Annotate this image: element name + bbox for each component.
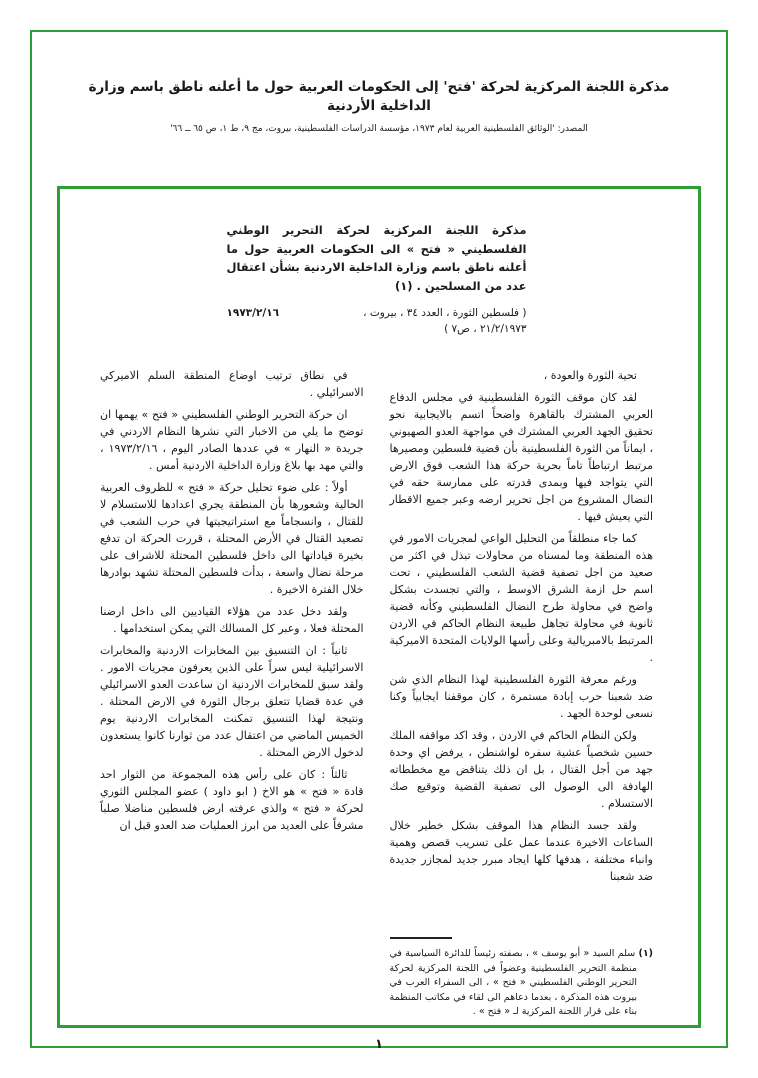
document-box <box>57 186 701 1028</box>
paragraph: ورغم معرفة الثورة الفلسطينية لهذا النظام الذي شن ضد شعبنا حرب إبادة مستمرة ، كان موقفنا ايجابياً وكنا نسعى لوحدة الجهد . <box>389 673 653 720</box>
footnote-rule <box>390 937 452 939</box>
page-title: مذكرة اللجنة المركزية لحركة 'فتح' إلى الحكومات العربية حول ما أعلنه ناطق باسم وزارة الداخلية الأردنية <box>88 79 670 114</box>
page-number: ١ <box>375 1037 383 1052</box>
page-border <box>30 30 728 1052</box>
paragraph: أولاً : على ضوء تحليل حركة « فتح » للظروف العربية الحالية وشعورها بأن المنطقة يجري اعدادها للاستسلام لا للقتال ، وانسجاماً مع استراتيجيتها في حرب الشعب في تصعيد القتال في الأرض المحتلة ، قررت الحركة ان تدفع بخيرة قياداتها الى داخل فلسطين المحتلة للاشراف على مرحلة نضال واسعة ، بدأت فلسطين المحتلة تشهد بوادرها خلال الفترة الاخيرة . <box>100 481 364 596</box>
paragraph: في نطاق ترتيب اوضاع المنطقة السلم الاميركي الاسرائيلي . <box>100 369 364 399</box>
publication-citation: ( فلسطين الثورة ، العدد ٣٤ ، بيروت ، ٢١/٢/١٩٧٣ ، ص٧ ) <box>363 307 527 335</box>
document-date: ١٩٧٣/٢/١٦ <box>226 307 280 319</box>
footnote <box>390 937 654 1020</box>
date-row <box>227 305 527 337</box>
footnote-body: سلم السيد « أبو يوسف » ، بصفته رئيساً للدائرة السياسية في منظمة التحرير الفلسطينية وعضواً في اللجنة المركزية لحركة التحرير الوطني الفلسطيني « فتح » ، الى السفراء العرب في بيروت هذه المذكرة ، بعدما دعاهم الى لقاء في مكاتب المنظمة بناء على قرار اللجنة المركزية لـ « فتح » . <box>389 948 637 1017</box>
body-columns <box>100 367 653 1020</box>
paragraph: ان حركة التحرير الوطني الفلسطيني « فتح » يهمها ان توضح ما يلي من الاخبار التي نشرها النظام الاردني في جريدة « النهار » في عددها الصادر اليوم ، ١٩٧٣/٢/١٦ ، والتي مهد بها بلاغ وزارة الداخلية الاردنية أمس . <box>100 408 364 472</box>
footnote-text <box>390 947 654 1020</box>
paragraph: ثانياً : ان التنسيق بين المخابرات الاردنية والمخابرات الاسرائيلية ليس سراً على الذين يعرفون مجريات الامور . ولقد سبق للمخابرات الاردنية ان ساعدت العدو الاسرائيلي في عدة قضايا تتعلق برجال الثورة في الارض المحتلة . ونتيجة لهذا التنسيق تمكنت المخابرات الاردنية يوم الخميس الماضي من اعتقال عدد من ثوارنا كانوا يستعدون لدخول الارض المحتلة . <box>100 644 364 759</box>
paragraph: ولقد جسد النظام هذا الموقف بشكل خطير خلال الساعات الاخيرة عندما عمل على تسريب قصص وهمية وانباء مختلفة ، هدفها كلها ايجاد مبرر جديد لمجازر جديدة ضد شعبنا <box>389 819 653 883</box>
paragraph: تحية الثورة والعودة ، <box>543 369 637 382</box>
paragraph: ثالثاً : كان على رأس هذه المجموعة من الثوار احد قادة « فتح » هو الاخ ( ابو داود ) عضو المجلس الثوري لحركة « فتح » والذي عرفته ارض فلسطين مناضلا صلباً مشرفاً على العديد من ابرز العمليات ضد العدو قبل ان <box>100 768 364 832</box>
paragraph: لقد كان موقف الثورة الفلسطينية في مجلس الدفاع العربي المشترك بالقاهرة واضحاً اتسم بالايجابية نحو تحقيق الجهد العربي المشترك في مواجهة العدو الصهيوني ، ايماناً من الثورة الفلسطينية بأن قضية فلسطين ومصيرها مرتبط ارتباطاً تاماً بحرية حركة هذا الشعب فوق الارض التي يتواجد فيها وبمدى قدرته على ممارسة حقه في النضال المشروع من اجل تحرير ارضه وعبر جميع الاقطار التي يعيش فيها . <box>389 391 653 523</box>
source-line: المصدر: 'الوثائق الفلسطينية العربية لعام ١٩٧٣، مؤسسة الدراسات الفلسطينية، بيروت، مج ٩، ط ١، ص ٦٥ ــ ٦٦' <box>170 124 588 134</box>
paragraph: ولقد دخل عدد من هؤلاء القياديين الى داخل ارضنا المحتلة فعلا ، وعبر كل المسالك التي يمكن استخدامها . <box>100 605 364 635</box>
column-left-paragraphs <box>100 367 364 834</box>
footnote-marker: (١) <box>638 948 653 959</box>
paragraph: ولكن النظام الحاكم في الاردن ، وقد اكد مواقفه الملك حسين شخصياً عشية سفره لواشنطن ، يرفض اي وحدة جهد من أجل القتال ، بل ان ذلك يتناقض مع مخططاته الهادفة الى الوصول الى تصفية القضية وتوقيع صك الاستسلام . <box>389 729 653 810</box>
column-left <box>100 367 364 1020</box>
column-right <box>390 367 654 1020</box>
column-right-paragraphs <box>390 367 654 885</box>
paragraph: كما جاء منطلقاً من التحليل الواعي لمجريات الامور في هذه المنطقة وما لمسناه من محاولات تبذل في اكثر من صعيد من اجل تصفية قضية الشعب الفلسطيني ، تحت اسم حل ازمة الشرق الاوسط ، والتي تجسدت بشكل واضح في محاولة طرح النضال الفلسطيني وكأنه قضية ثانوية في محاولة تجاهل طبيعة النظام الحاكم في الاردن المرتبط بالامبريالية وعلى رأسها الولايات المتحدة الاميركية . <box>389 532 653 664</box>
document-heading: مذكرة اللجنة المركزية لحركة التحرير الوطني الفلسطيني « فتح » الى الحكومات العربية حول ما أعلنه ناطق باسم وزارة الداخلية الاردنية بشأن اعتقال عدد من المسلحين . (١) <box>226 223 527 293</box>
page-header <box>32 78 726 136</box>
footnote-rule-wrap <box>390 937 654 947</box>
